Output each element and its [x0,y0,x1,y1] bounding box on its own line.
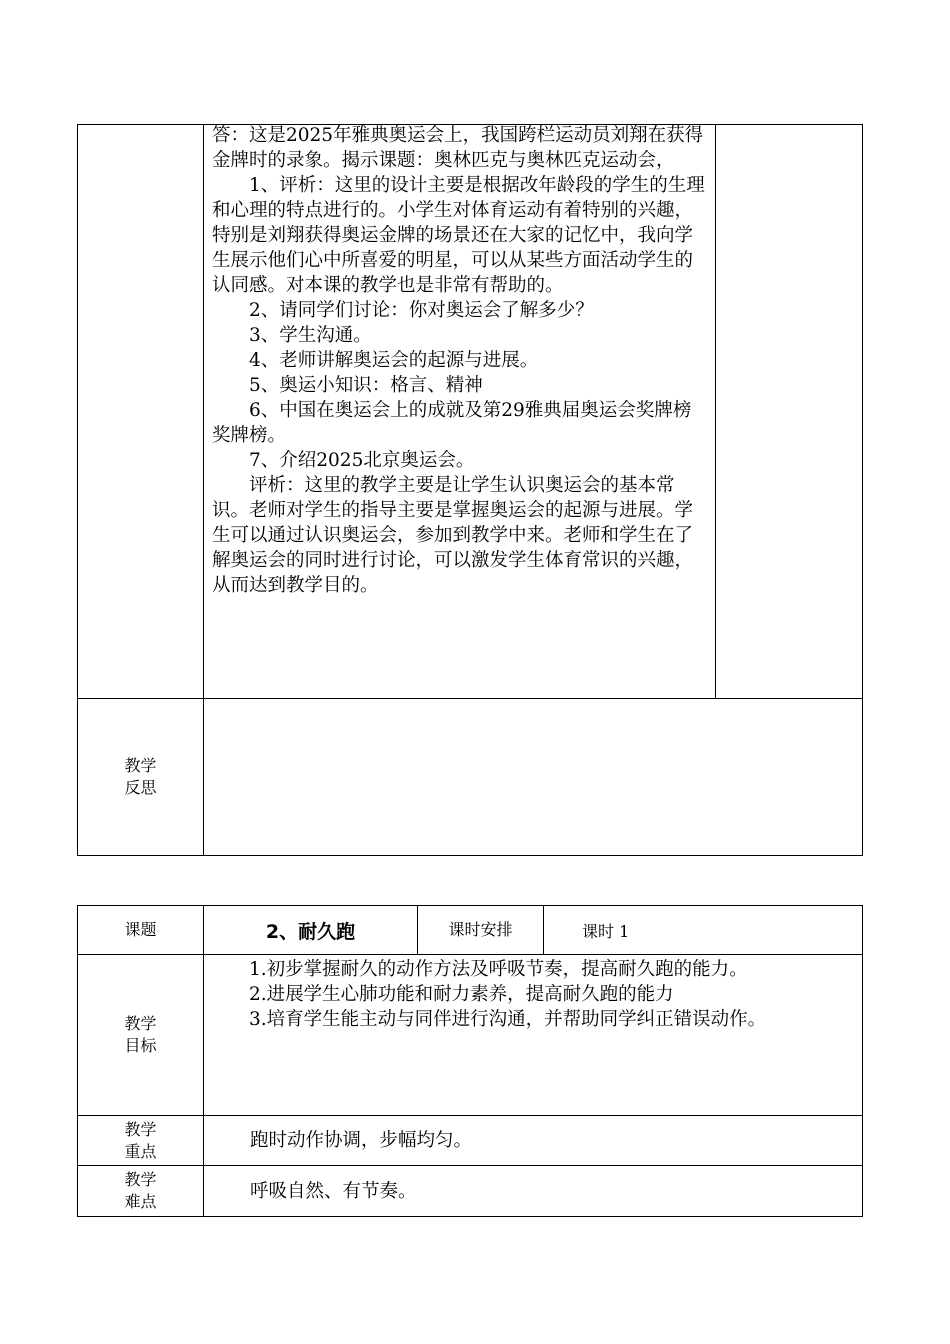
content-paragraph: 答：这是2025年雅典奥运会上，我国跨栏运动员刘翔在获得金牌时的录象。揭示课题：奥林匹克与奥林匹克运动会， [212,125,704,171]
objectives-content-cell [204,955,863,1116]
schedule-value: 课时 1 [544,906,863,955]
reflection-label-line1: 教学 [124,756,157,775]
difficulty-cell [204,1166,863,1217]
objectives-label-line1: 教学 [124,1014,157,1033]
lesson-title: 2、耐久跑 [204,906,418,955]
objectives-label-line2: 目标 [124,1036,157,1055]
difficulty-text: 呼吸自然、有节奏。 [250,1180,417,1202]
objective-item: 3.培育学生能主动与同伴进行沟通，并帮助同学纠正错误动作。 [249,1009,767,1030]
key-point-label-line1: 教学 [124,1119,157,1139]
teaching-content-cell [204,125,716,699]
lesson-process-table [77,124,863,856]
schedule-label: 课时安排 [418,906,544,955]
objective-item: 2.进展学生心肺功能和耐力素养，提高耐久跑的能力 [249,984,674,1005]
topic-label-cell [78,906,204,955]
content-paragraph: 2、请同学们讨论：你对奥运会了解多少？ [249,300,594,321]
content-paragraph: 1、评析：这里的设计主要是根据改年龄段的学生的生理和心理的特点进行的。小学生对体育运动有着特别的兴趣，特别是刘翔获得奥运金牌的场景还在大家的记忆中，我向学生展示他们心中所喜爱的明星，可以从某些方面活动学生的认同感。对本课的教学也是非常有帮助的。 [212,175,705,296]
content-paragraph: 4、老师讲解奥运会的起源与进展。 [249,350,539,371]
key-point-label-line2: 重点 [124,1141,157,1161]
notes-cell [716,125,863,699]
content-paragraph: 3、学生沟通。 [249,325,372,346]
key-point-text: 跑时动作协调，步幅均匀。 [250,1130,473,1151]
reflection-content-cell [204,699,863,856]
content-paragraph: 7、介绍2025北京奥运会。 [249,450,475,471]
key-point-label-cell [78,1116,204,1166]
content-paragraph: 5、奥运小知识：格言、精神 [249,375,483,396]
content-paragraph: 6、中国在奥运会上的成就及第29雅典届奥运会奖牌榜奖牌榜。 [212,400,692,446]
key-point-cell [204,1116,863,1166]
difficulty-label-line2: 难点 [124,1192,157,1211]
reflection-label-cell [78,699,204,856]
content-paragraph: 评析：这里的教学主要是让学生认识奥运会的基本常识。老师对学生的指导主要是掌握奥运会的起源与进展。学生可以通过认识奥运会，参加到教学中来。老师和学生在了解奥运会的同时进行讨论，可以激发学生体育常识的兴趣，从而达到教学目的。 [212,475,694,596]
topic-label: 课题 [124,920,157,939]
objectives-list [212,957,856,1032]
objectives-label-cell [78,955,204,1116]
teaching-content [212,123,709,598]
lesson-plan-table [77,905,863,1217]
difficulty-label-cell [78,1166,204,1217]
empty-label-cell [78,125,204,699]
reflection-label-line2: 反思 [124,778,157,797]
difficulty-label-line1: 教学 [124,1170,157,1189]
objective-item: 1.初步掌握耐久的动作方法及呼吸节奏，提高耐久跑的能力。 [249,959,748,980]
